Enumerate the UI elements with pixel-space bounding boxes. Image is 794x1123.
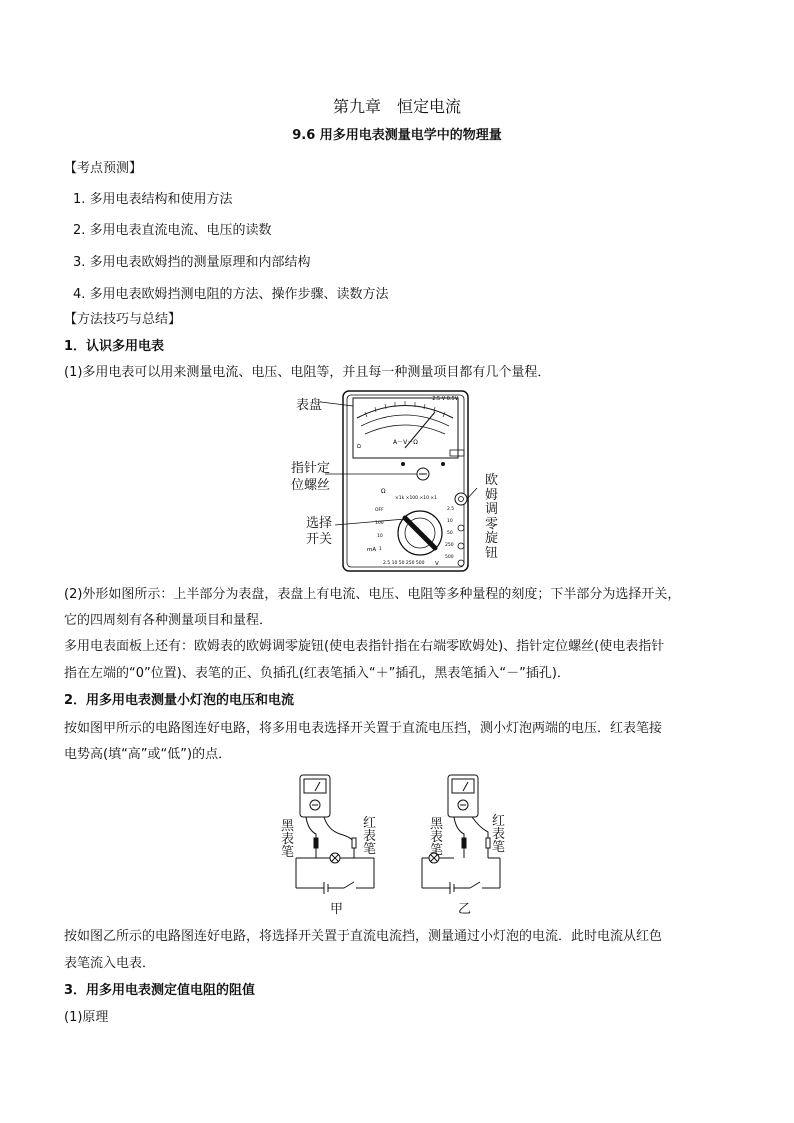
- black-probe-label: 黑 表 笔: [430, 817, 444, 858]
- range-label: 10: [447, 519, 453, 524]
- label-knob: 欧 姆 调 零 旋 钮: [485, 473, 499, 561]
- paragraph: (1)原理: [64, 1010, 109, 1025]
- caption-a: 甲: [330, 902, 344, 917]
- paragraph: 表笔流入电表．: [64, 956, 156, 971]
- red-probe-label: 红 表 笔: [363, 816, 377, 857]
- range-label: OFF: [375, 508, 384, 513]
- scale-label: ~2.5 V 0.5V: [428, 396, 459, 402]
- scale-label: A－V－Ω: [393, 439, 418, 446]
- panel-ohm: Ω: [381, 488, 386, 495]
- preview-item: 2. 多用电表直流电流、电压的读数: [73, 223, 272, 238]
- preview-item: 3. 多用电表欧姆挡的测量原理和内部结构: [73, 255, 311, 270]
- range-label: 1: [379, 547, 382, 552]
- section-2-title: 2．用多用电表测量小灯泡的电压和电流: [64, 693, 295, 708]
- range-label: 250: [445, 543, 454, 548]
- ma-label: mA: [367, 547, 377, 553]
- range-label: 50: [447, 531, 453, 536]
- circuit-figure: [278, 772, 518, 898]
- section-3-title: 3．用多用电表测定值电阻的阻值: [64, 983, 256, 998]
- dot: [441, 462, 445, 466]
- preview-item: 1. 多用电表结构和使用方法: [73, 192, 233, 207]
- paragraph: 它的四周刻有各种测量项目和量程．: [64, 613, 273, 628]
- black-probe-label: 黑 表 笔: [281, 819, 295, 860]
- paragraph: 按如图甲所示的电路图连好电路，将多用电表选择开关置于直流电压挡，测小灯泡两端的电压．红表笔接: [64, 721, 663, 736]
- label-screw: 位螺丝: [291, 478, 331, 493]
- label-switch: 开关: [306, 532, 333, 547]
- preview-heading: 【考点预测】: [64, 161, 143, 176]
- range-label: 10: [377, 534, 383, 539]
- v-label: V: [435, 561, 439, 567]
- ohm-ranges: ×1k ×100 ×10 ×1: [395, 496, 438, 501]
- chapter-title: 第九章 恒定电流: [332, 97, 461, 116]
- range-label: 2.5: [447, 507, 455, 512]
- section-1-title: 1．认识多用电表: [64, 339, 165, 354]
- paragraph: (1)多用电表可以用来测量电流、电压、电阻等，并且每一种测量项目都有几个量程．: [64, 365, 551, 380]
- methods-heading: 【方法技巧与总结】: [64, 312, 182, 327]
- paragraph: 多用电表面板上还有：欧姆表的欧姆调零旋钮(使电表指针指在右端零欧姆处)、指针定位螺丝(使电表指针: [64, 639, 665, 654]
- paragraph: 指在左端的“0”位置)、表笔的正、负插孔(红表笔插入“＋”插孔，黑表笔插入“－”插孔)．: [64, 666, 570, 681]
- caption-b: 乙: [458, 902, 472, 917]
- red-probe-label: 红 表 笔: [492, 814, 506, 855]
- dot: [401, 462, 405, 466]
- bottom-ranges: 2.5 10 50 250 500: [383, 561, 425, 566]
- ohm-zero-knob: [455, 493, 467, 505]
- label-screw: 指针定: [291, 461, 331, 476]
- paragraph: (2)外形如图所示：上半部分为表盘，表盘上有电流、电压、电阻等多种量程的刻度；下半部分为选择开关，: [64, 587, 681, 602]
- label-switch: 选择: [306, 516, 333, 531]
- preview-item: 4. 多用电表欧姆挡测电阻的方法、操作步骤、读数方法: [73, 287, 389, 302]
- section-title: 9.6 用多用电表测量电学中的物理量: [292, 128, 502, 143]
- range-label: 500: [445, 555, 454, 560]
- range-label: 100: [375, 521, 384, 526]
- ohm-symbol: Ω: [357, 444, 361, 450]
- paragraph: 按如图乙所示的电路图连好电路，将选择开关置于直流电流挡，测量通过小灯泡的电流．此时电流从红色: [64, 929, 663, 944]
- label-dial: 表盘: [296, 398, 323, 413]
- paragraph: 电势高(填“高”或“低”)的点．: [64, 747, 232, 762]
